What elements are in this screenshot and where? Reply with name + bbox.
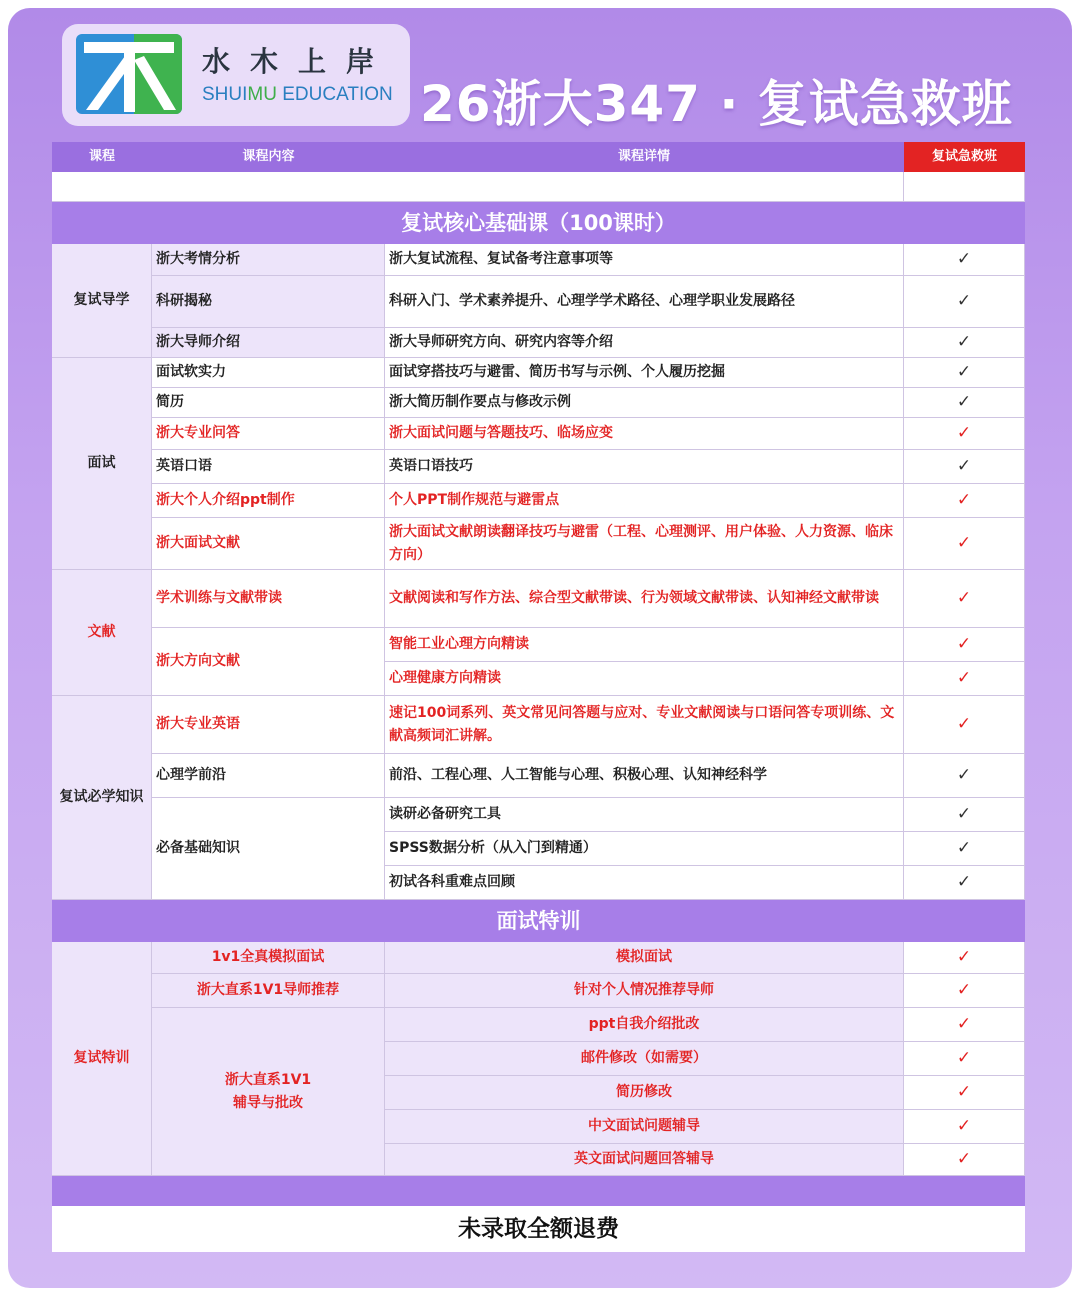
check-icon: ✓	[904, 974, 1025, 1008]
table-header	[52, 142, 1025, 172]
detail-cell: 文献阅读和写作方法、综合型文献带读、行为领域文献带读、认知神经文献带读	[385, 570, 904, 628]
content-line: 浙大直系1V1	[224, 1071, 312, 1088]
brand-name-cn: 水木上岸	[202, 45, 395, 78]
content-cell: 英语口语	[152, 450, 385, 484]
blank-row-check	[904, 172, 1025, 202]
detail-cell: 浙大面试文献朗读翻译技巧与避雷（工程、心理测评、用户体验、人力资源、临床方向）	[385, 518, 904, 570]
content-cell: 浙大直系1V1导师推荐	[152, 974, 385, 1008]
content-cell: 浙大专业问答	[152, 418, 385, 450]
check-icon: ✓	[904, 1008, 1025, 1042]
content-cell: 浙大专业英语	[152, 696, 385, 754]
detail-cell: 心理健康方向精读	[385, 662, 904, 696]
detail-cell: SPSS数据分析（从入门到精通）	[385, 832, 904, 866]
content-cell: 浙大个人介绍ppt制作	[152, 484, 385, 518]
check-icon: ✓	[904, 1144, 1025, 1176]
content-cell: 简历	[152, 388, 385, 418]
section-training-title: 面试特训	[52, 900, 1025, 942]
check-icon: ✓	[904, 662, 1025, 696]
check-icon: ✓	[904, 450, 1025, 484]
detail-cell: 英文面试问题回答辅导	[385, 1144, 904, 1176]
check-icon: ✓	[904, 754, 1025, 798]
category-cell: 复试导学	[52, 244, 152, 358]
check-icon: ✓	[904, 358, 1025, 388]
detail-cell: 前沿、工程心理、人工智能与心理、积极心理、认知神经科学	[385, 754, 904, 798]
check-icon: ✓	[904, 570, 1025, 628]
check-icon: ✓	[904, 1110, 1025, 1144]
check-icon: ✓	[904, 484, 1025, 518]
check-icon: ✓	[904, 518, 1025, 570]
detail-cell: 科研入门、学术素养提升、心理学学术路径、心理学职业发展路径	[385, 276, 904, 328]
detail-cell: 英语口语技巧	[385, 450, 904, 484]
content-cell: 浙大导师介绍	[152, 328, 385, 358]
header-plan: 复试急救班	[904, 142, 1025, 172]
header-content: 课程内容	[242, 149, 295, 164]
check-icon: ✓	[904, 1076, 1025, 1110]
category-cell: 复试必学知识	[52, 696, 152, 900]
content-cell: 浙大方向文献	[152, 628, 385, 696]
detail-cell: 针对个人情况推荐导师	[385, 974, 904, 1008]
content-cell: 面试软实力	[152, 358, 385, 388]
footer-band	[52, 1176, 1025, 1206]
brand-logo	[62, 24, 410, 126]
detail-cell: 中文面试问题辅导	[385, 1110, 904, 1144]
header-course: 课程	[88, 149, 115, 164]
detail-cell: 个人PPT制作规范与避雷点	[385, 484, 904, 518]
check-icon: ✓	[904, 1042, 1025, 1076]
category-cell: 文献	[52, 570, 152, 696]
detail-cell: 浙大面试问题与答题技巧、临场应变	[385, 418, 904, 450]
content-cell: 科研揭秘	[152, 276, 385, 328]
check-icon: ✓	[904, 798, 1025, 832]
content-cell: 浙大考情分析	[152, 244, 385, 276]
check-icon: ✓	[904, 244, 1025, 276]
detail-cell: 模拟面试	[385, 942, 904, 974]
content-cell	[152, 1008, 385, 1176]
check-icon: ✓	[904, 418, 1025, 450]
category-cell: 复试特训	[52, 942, 152, 1176]
content-cell: 浙大面试文献	[152, 518, 385, 570]
content-cell: 心理学前沿	[152, 754, 385, 798]
check-icon: ✓	[904, 276, 1025, 328]
detail-cell: ppt自我介绍批改	[385, 1008, 904, 1042]
check-icon: ✓	[904, 866, 1025, 900]
detail-cell: 浙大复试流程、复试备考注意事项等	[385, 244, 904, 276]
shuimu-logo-icon	[76, 34, 182, 114]
check-icon: ✓	[904, 832, 1025, 866]
check-icon: ✓	[904, 388, 1025, 418]
detail-cell: 读研必备研究工具	[385, 798, 904, 832]
detail-cell: 浙大简历制作要点与修改示例	[385, 388, 904, 418]
section-core-title: 复试核心基础课（100课时）	[52, 202, 1025, 244]
brand-name-en: SHUIMU EDUCATION	[202, 84, 393, 105]
check-icon: ✓	[904, 942, 1025, 974]
detail-cell: 速记100词系列、英文常见问答题与应对、专业文献阅读与口语问答专项训练、文献高频词汇讲解。	[385, 696, 904, 754]
blank-row	[52, 172, 904, 202]
detail-cell: 简历修改	[385, 1076, 904, 1110]
detail-cell: 初试各科重难点回顾	[385, 866, 904, 900]
page-title: 26浙大347 · 复试急救班	[420, 75, 1013, 133]
content-cell: 1v1全真模拟面试	[152, 942, 385, 974]
refund-guarantee: 未录取全额退费	[52, 1206, 1025, 1252]
detail-cell: 智能工业心理方向精读	[385, 628, 904, 662]
check-icon: ✓	[904, 696, 1025, 754]
detail-cell: 面试穿搭技巧与避雷、简历书写与示例、个人履历挖掘	[385, 358, 904, 388]
detail-cell: 邮件修改（如需要）	[385, 1042, 904, 1076]
content-cell: 学术训练与文献带读	[152, 570, 385, 628]
detail-cell: 浙大导师研究方向、研究内容等介绍	[385, 328, 904, 358]
content-cell: 必备基础知识	[152, 798, 385, 900]
content-line: 辅导与批改	[233, 1094, 303, 1111]
check-icon: ✓	[904, 328, 1025, 358]
category-cell: 面试	[52, 358, 152, 570]
check-icon: ✓	[904, 628, 1025, 662]
header-detail: 课程详情	[617, 149, 670, 164]
